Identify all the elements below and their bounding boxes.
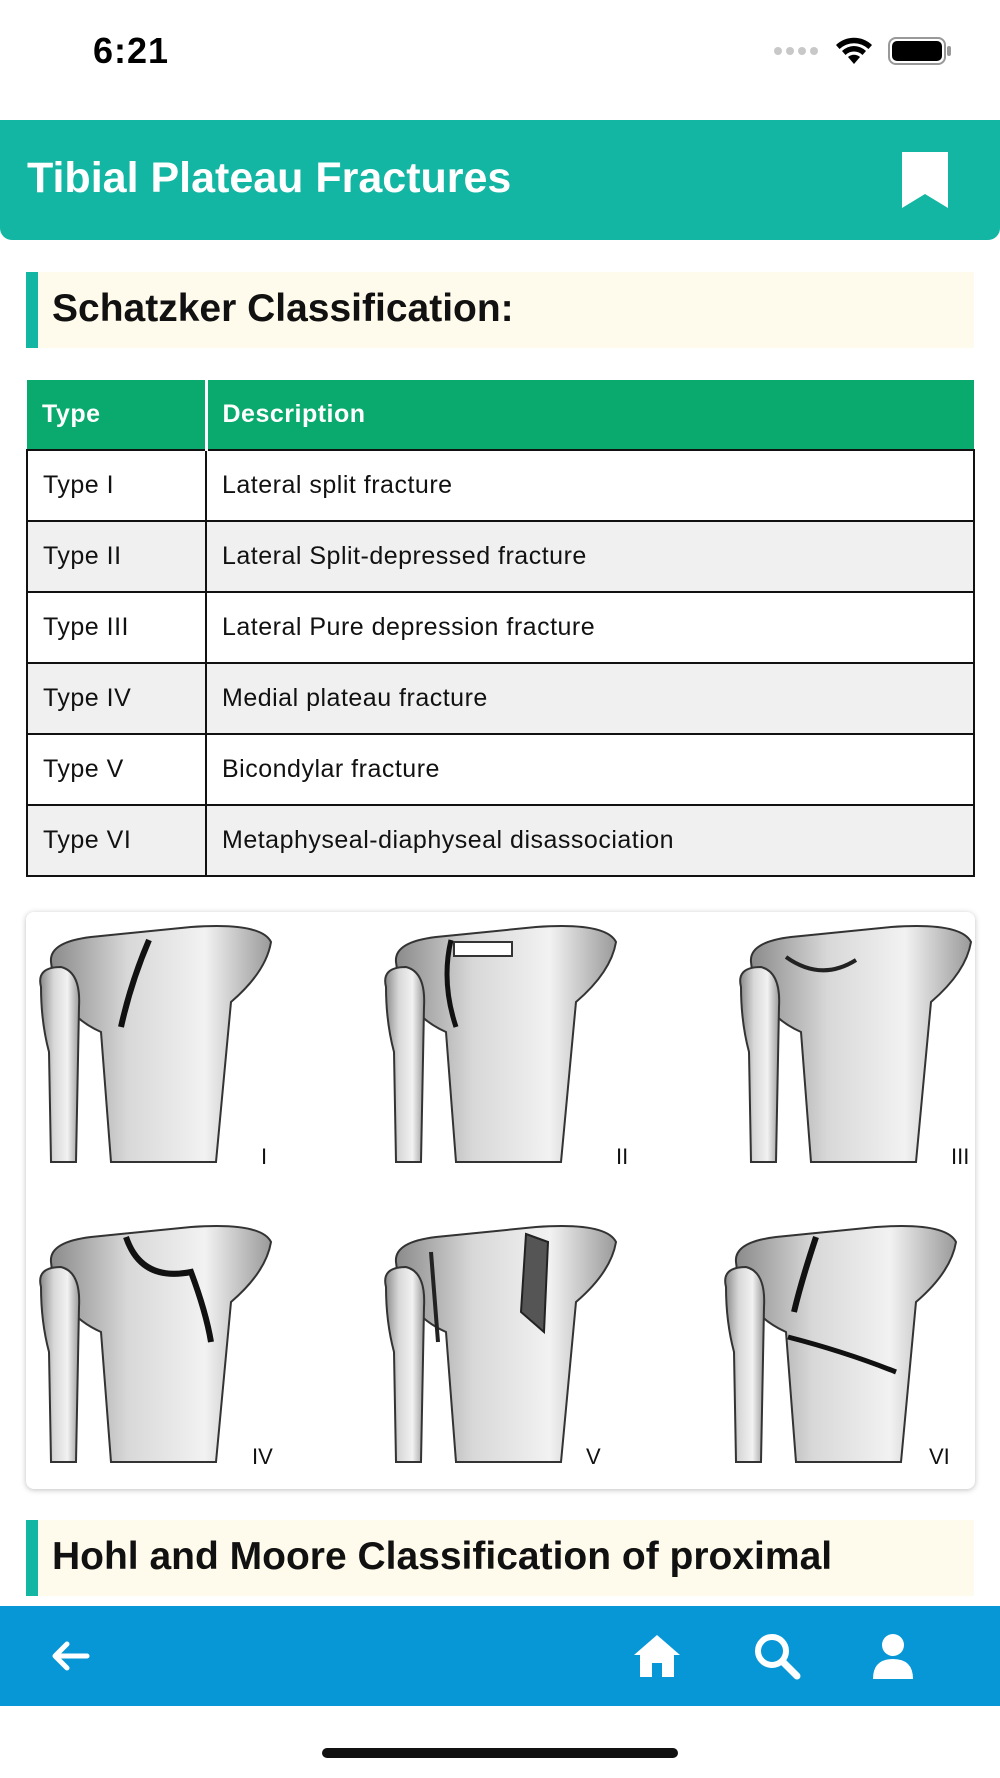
search-button[interactable] bbox=[752, 1631, 802, 1681]
cell-description: Lateral split fracture bbox=[206, 450, 974, 521]
fracture-label-3: III bbox=[951, 1144, 970, 1169]
section-title: Schatzker Classification: bbox=[52, 287, 514, 330]
back-arrow-icon bbox=[45, 1631, 95, 1681]
fracture-illustration-svg bbox=[26, 912, 975, 1489]
table-row bbox=[27, 592, 974, 663]
table-header-row bbox=[27, 380, 974, 450]
cell-type: Type III bbox=[27, 592, 206, 663]
table-row bbox=[27, 521, 974, 592]
fracture-label-4: IV bbox=[252, 1444, 273, 1469]
signal-icon bbox=[774, 45, 820, 57]
bottom-nav-bar bbox=[0, 1606, 1000, 1706]
bone-type-6 bbox=[725, 1226, 956, 1462]
bone-type-2 bbox=[385, 926, 616, 1162]
cell-type: Type II bbox=[27, 521, 206, 592]
table-row bbox=[27, 450, 974, 521]
bookmark-icon bbox=[900, 152, 950, 208]
table-row bbox=[27, 663, 974, 734]
search-icon bbox=[752, 1631, 802, 1681]
column-header-description: Description bbox=[206, 380, 974, 450]
cell-description: Bicondylar fracture bbox=[206, 734, 974, 805]
status-icons bbox=[774, 36, 952, 66]
fracture-illustration bbox=[26, 912, 975, 1489]
app-header bbox=[0, 120, 1000, 240]
fracture-label-5: V bbox=[586, 1444, 601, 1469]
fracture-label-2: II bbox=[616, 1144, 629, 1169]
schatzker-table bbox=[26, 380, 975, 877]
cell-type: Type V bbox=[27, 734, 206, 805]
bone-type-3 bbox=[740, 926, 971, 1162]
cell-type: Type I bbox=[27, 450, 206, 521]
table-row bbox=[27, 734, 974, 805]
bone-type-1 bbox=[40, 926, 271, 1162]
section-title: Hohl and Moore Classification of proximal bbox=[52, 1535, 833, 1578]
fracture-label-1: I bbox=[261, 1144, 268, 1169]
column-header-type: Type bbox=[27, 380, 206, 450]
home-button[interactable] bbox=[632, 1631, 682, 1681]
page-title: Tibial Plateau Fractures bbox=[27, 154, 512, 202]
home-icon bbox=[632, 1631, 682, 1681]
cell-description: Metaphyseal-diaphyseal disassociation bbox=[206, 805, 974, 876]
status-bar bbox=[0, 0, 1000, 110]
bone-type-4 bbox=[40, 1226, 271, 1462]
cell-type: Type IV bbox=[27, 663, 206, 734]
status-time: 6:21 bbox=[93, 30, 170, 71]
fracture-label-6: VI bbox=[929, 1444, 950, 1469]
bone-type-5 bbox=[385, 1226, 616, 1462]
bookmark-button[interactable] bbox=[900, 152, 950, 208]
profile-button[interactable] bbox=[868, 1631, 918, 1681]
table-row bbox=[27, 805, 974, 876]
section-heading-schatzker bbox=[26, 272, 974, 348]
cell-description: Medial plateau fracture bbox=[206, 663, 974, 734]
battery-icon bbox=[888, 37, 952, 65]
cell-description: Lateral Pure depression fracture bbox=[206, 592, 974, 663]
wifi-icon bbox=[834, 36, 874, 66]
home-indicator bbox=[322, 1748, 678, 1758]
back-button[interactable] bbox=[45, 1631, 95, 1681]
section-heading-hohl-moore bbox=[26, 1520, 974, 1596]
cell-description: Lateral Split-depressed fracture bbox=[206, 521, 974, 592]
user-icon bbox=[868, 1631, 918, 1681]
cell-type: Type VI bbox=[27, 805, 206, 876]
